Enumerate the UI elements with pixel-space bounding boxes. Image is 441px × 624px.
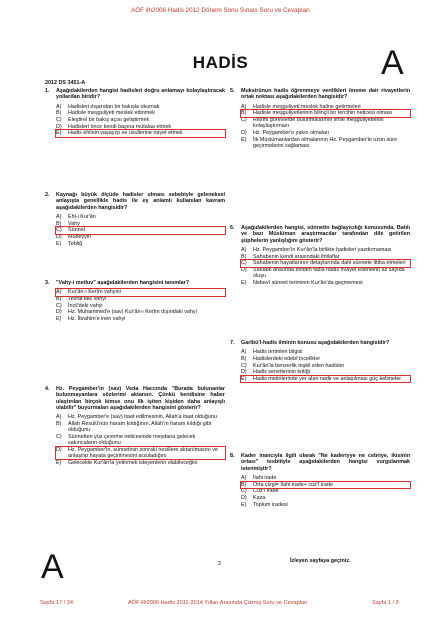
answer-option [56,110,225,116]
answer-option [56,460,225,466]
option-letter: A) [241,474,247,481]
option-text: İlahi irade [253,474,277,481]
answer-option-marked [56,227,225,233]
question-stem [230,225,410,244]
answer-option [241,254,410,260]
option-text: Sahabenin hayatlarının detaylarında dahi sünnete ittiba etmeleri [253,260,406,267]
option-letter: B) [241,481,247,488]
answer-option [56,421,225,434]
answer-option [241,363,410,369]
option-text: Sahabe arasında binden fazla hadis rivayet edenlerin az sayıda oluşu [253,266,405,280]
option-text: Resmi görevlerde bulunmalarının ilmle meşguliyetlerini kolaylaştırması [253,116,384,130]
answer-option-marked [56,130,225,136]
option-letter: D) [56,123,62,130]
option-letter: C) [56,227,62,234]
exam-code: 2012 DS 3451-A [45,80,86,86]
question-5 [230,88,410,150]
question-stem [45,88,225,101]
option-letter: B) [241,110,247,117]
answer-option [241,369,410,375]
question-stem [45,386,225,411]
option-text: Hz. Peygamber'in, sünnetinin sonraki nesillere aktarılmasını ve anlaşılıp hayata geçirilmesini arzuladığını [68,446,218,460]
question-text: Kader inancıyla ilgili olarak "Ne kaderiyye ne cebriye, ikisinin ortası" tesbitiyle aşağıdakilerden hangisi vurgulanmak istenmiştir? [241,453,410,472]
question-text: Kaynağı büyük ölçüde hadisler olması sebebiyle geleneksel anlayışta genellikle hadis ile eş anlamlı kullanılan kavram aşağıdakilerden hangisidir? [56,192,225,211]
option-text: Hadisle meşguliyetlerinin bilinçli bir tercihin neticesi olması [253,110,393,117]
answer-option-marked [241,110,410,116]
option-letter: A) [56,289,62,296]
option-letter: E) [56,240,62,247]
option-letter: C) [56,116,62,123]
option-text: Hadisle meşguliyeti meslek haline getirmeleri [253,103,361,110]
option-text: Hz. Peygamber'in Kur'ân'la birlikte hadisleri yazdırmaması [253,246,392,253]
question-stem [230,340,410,346]
page-title: HADİS [192,53,249,72]
answer-option-marked [241,260,410,266]
question-2 [45,192,225,247]
footer-center: AÖF ilh2006 Hadis 2011-2014 Yılları Arasında Çıkmış Soru ve Cevapları [128,600,308,606]
question-number: 2. [45,192,50,198]
question-text: Aşağıdakilerden hangisi, sünnetin bağlayıcılığı konusunda, Batılı ve bazı Müslüman araştırmacılar tarafından dile getirilen şüphelerin yanlışlığını gösterir? [241,225,410,244]
option-letter: C) [241,362,247,369]
option-letter: E) [56,130,62,137]
answer-option [56,117,225,123]
option-text: Vahy [68,220,80,227]
answer-option [56,303,225,309]
question-6 [230,225,410,287]
answer-option [241,502,410,508]
option-letter: B) [241,355,247,362]
answer-option [241,349,410,355]
question-stem [45,280,225,286]
answer-option [56,221,225,227]
answer-option-marked [56,447,225,460]
question-text: Aşağıdakilerden hangisi hadisleri doğru anlamayı kolaylaştıracak yollardan biridir? [56,88,225,101]
option-text: Kur'ân'la benzerlik teşkil eden hadisler [253,362,345,369]
answer-option [56,104,225,110]
options-list [45,414,225,466]
answer-option [241,267,410,280]
option-letter: E) [56,316,62,323]
answer-option [56,414,225,420]
answer-option [241,104,410,110]
option-letter: B) [241,253,247,260]
option-letter: C) [241,260,247,267]
answer-option [241,130,410,136]
option-text: Kaza [253,494,266,501]
answer-option [241,117,410,130]
option-text: Sünnet [68,227,86,234]
option-text: Hadisleri önce kendi başına mütalaa etmek [68,123,172,130]
option-text: Cüz'î irade [253,488,279,495]
option-text: Hadis senetlerinin kritiği [253,369,310,376]
answer-option-marked [56,289,225,295]
option-letter: B) [56,295,62,302]
answer-option [56,316,225,322]
option-text: Tevrat'taki vahyi [68,295,107,302]
question-stem [45,192,225,211]
options-list [45,104,225,137]
option-text: Hadisle meşguliyeti meslek edinmek [68,110,155,117]
option-text: Kur'ân-ı Kerîm vahyini [68,289,121,296]
option-text: Allah Resulü'nün haram kıldığının, Allah'ın haram kıldığı gibi olduğunu [68,420,212,434]
option-letter: A) [241,246,247,253]
options-list [230,349,410,382]
answer-option [56,214,225,220]
answer-option [241,137,410,150]
answer-option-marked [241,376,410,382]
booklet-letter-top: A [381,44,404,82]
question-1 [45,88,225,137]
answer-option [56,234,225,240]
question-text: Muksirûnun hadis öğrenmeye verdikleri öneme dair rivayetlerin ortak noktası aşağıdakilerden hangisidir? [241,88,410,101]
option-letter: A) [56,213,62,220]
options-list [45,214,225,247]
option-letter: B) [56,420,62,427]
option-text: Ehl-i Kur'ân [68,213,96,220]
option-letter: C) [241,488,247,495]
option-text: Hadis terimleri bilgisi [253,349,303,356]
option-letter: D) [241,129,247,136]
option-text: Orta çizgi= İlahi irade+ cüz'î irade [253,481,333,488]
question-number: 7. [230,340,235,346]
question-8 [230,453,410,508]
option-letter: B) [56,220,62,227]
option-letter: B) [56,110,62,117]
question-4 [45,386,225,467]
option-text: Hadis ehlinin yaşayışı ve usullerine riayet etmek [68,130,183,137]
answer-option [56,124,225,130]
answer-option [241,247,410,253]
option-text: Tebliğ [68,240,83,247]
option-letter: C) [241,116,247,123]
question-3 [45,280,225,323]
option-letter: C) [56,302,62,309]
option-letter: E) [241,136,247,143]
options-list [230,104,410,150]
option-text: Hadislerdeki edebî incelikler [253,355,321,362]
page-number: 2 [218,561,221,567]
footer-left: Sayfa 17 / 34 [40,600,73,606]
option-letter: D) [56,309,62,316]
option-text: Sünnetten yüz çevirme neticesinde meydana gelecek sakıncaların olduğunu [68,433,196,447]
question-text: Garîbü'l-hadis ilminin konusu aşağıdakilerden hangisidir? [241,340,390,346]
option-text: Sahabenin kendi arasındaki ihtilaflar [253,253,340,260]
page-header: AÖF ilh2006 Hadis 2012 Dönem Sonu Sınavı Soru ve Cevapları [131,7,310,14]
options-list [230,475,410,508]
question-number: 1. [45,88,50,94]
option-letter: E) [241,501,247,508]
question-stem [230,453,410,472]
option-letter: E) [241,376,247,383]
question-stem [230,88,410,101]
option-text: Hz. Peygamber'e yakın olmaları [253,129,330,136]
answer-option [56,309,225,315]
option-text: Hadisleri dışarıdan bir bakışla okumak [68,103,160,110]
answer-option [56,241,225,247]
answer-option-marked [241,482,410,488]
option-letter: A) [56,414,62,421]
question-number: 4. [45,386,50,392]
option-text: İncil'deki vahyi [68,302,103,309]
answer-option [241,495,410,501]
option-text: Nebevî sünnet teriminin Kur'ân'da geçmemesi [253,279,363,286]
option-letter: D) [241,266,247,273]
question-number: 8. [230,453,235,459]
option-letter: D) [241,494,247,501]
question-text: Hz. Peygamber'in (sav) Veda Haccında "Burada bulunanlar bulunmayanlara sözlerimi aktarsın. Çünkü kendisine haber ulaştırılan birçok kimse onu ilk işiten kişiden daha anlayışlı olabilir" buyurmaları aşağıdakilerden hangisini gösterir? [56,386,225,411]
option-text: Toplum iradesi [253,501,288,508]
booklet-letter-bottom: A [41,548,64,586]
option-letter: E) [241,279,247,286]
question-text: "Vahy-i metluv" aşağıdakilerden hangisini tanımlar? [56,280,190,286]
option-letter: D) [56,446,62,453]
answer-option [241,356,410,362]
option-text: Eleştirel bir bakış açısı geliştirmek [68,116,150,123]
option-text: İlk Müslümanlardan olmalarının Hz. Peygamber'le uzun süre geçirmelerini sağlaması [253,136,397,149]
question-number: 5. [230,88,235,94]
option-text: Hz. Peygamber'e (sav) itaat edilmesinin, Allah'a itaat olduğunu [68,414,217,421]
option-letter: A) [241,103,247,110]
question-7 [230,340,410,383]
question-number: 6. [230,225,235,231]
option-text: Gelecekte Kur'ân'la yetinmek isteyenlerin olabileceğini [68,459,198,466]
answer-option [241,280,410,286]
answer-option [241,488,410,494]
question-number: 3. [45,280,50,286]
turn-page-note: İzleyen sayfaya geçiniz. [290,558,351,564]
option-text: Hadis metinlerinde yer alan nadir ve anlaşılması güç kelimeler [253,376,402,383]
footer-right: Sayfa 1 / 3 [372,600,399,606]
option-letter: D) [56,233,62,240]
option-letter: D) [241,369,247,376]
options-list [230,247,410,286]
option-letter: A) [241,349,247,356]
option-text: Hz. Muhammed'e (sav) Kur'ân-ı Kerîm dışındaki vahyi [68,309,197,316]
option-text: Mübeyyin [68,233,92,240]
answer-option [241,475,410,481]
answer-option [56,296,225,302]
option-text: Hz. İbrahim'e inen vahyi [68,316,126,323]
option-letter: A) [56,103,62,110]
option-letter: C) [56,433,62,440]
option-letter: E) [56,459,62,466]
options-list [45,289,225,322]
answer-option [56,434,225,447]
